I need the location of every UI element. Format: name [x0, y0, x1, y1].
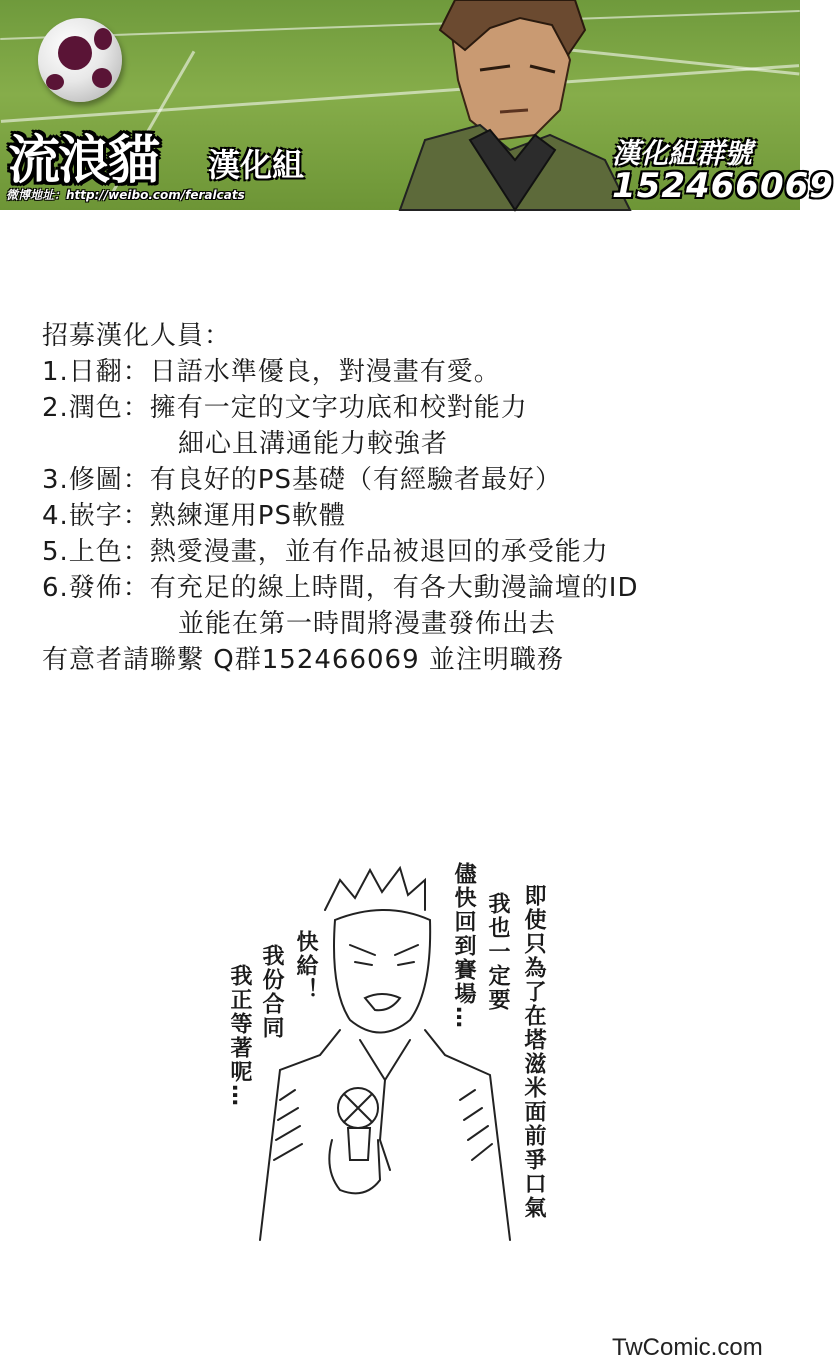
group-number: 152466069 — [612, 166, 834, 206]
recruit-line: 3.修圖：有良好的PS基礎（有經驗者最好） — [42, 465, 562, 495]
speech-column: 我份合同 — [259, 944, 284, 1040]
speech-column: 儘快回到賽場… — [451, 862, 476, 1030]
recruit-line: 5.上色：熱愛漫畫，並有作品被退回的承受能力 — [42, 537, 609, 567]
recruit-line: 並能在第一時間將漫畫發佈出去 — [178, 609, 557, 639]
soccer-ball-icon — [38, 18, 122, 102]
player-illustration — [330, 0, 630, 210]
site-watermark: TwComic.com — [612, 1334, 763, 1361]
speech-column: 我也一定要 — [485, 892, 510, 1012]
weibo-address: 微博地址：http://weibo.com/feralcats — [6, 188, 245, 202]
sketch-illustration — [220, 840, 560, 1240]
logo-title: 流浪貓 — [8, 131, 159, 191]
logo-subtitle: 漢化組 — [208, 146, 305, 184]
group-label: 漢化組群號 — [612, 137, 753, 170]
recruit-line: 細心且溝通能力較強者 — [178, 429, 449, 459]
recruitment-notice — [42, 318, 782, 678]
recruit-line: 4.嵌字：熟練運用PS軟體 — [42, 501, 346, 531]
recruit-line: 有意者請聯繫 Q群152466069 並注明職務 — [42, 645, 564, 675]
recruit-line: 2.潤色：擁有一定的文字功底和校對能力 — [42, 393, 528, 423]
recruit-line: 1.日翻：日語水準優良，對漫畫有愛。 — [42, 357, 501, 387]
header-banner — [0, 0, 834, 210]
recruit-line: 6.發佈：有充足的線上時間，有各大動漫論壇的ID — [42, 573, 639, 603]
recruit-title: 招募漢化人員： — [42, 321, 232, 351]
speech-column: 我正等著呢… — [227, 964, 252, 1108]
speech-column: 即使只為了在塔滋米面前爭口氣 — [521, 884, 546, 1220]
speech-column: 快給！ — [293, 930, 318, 1002]
